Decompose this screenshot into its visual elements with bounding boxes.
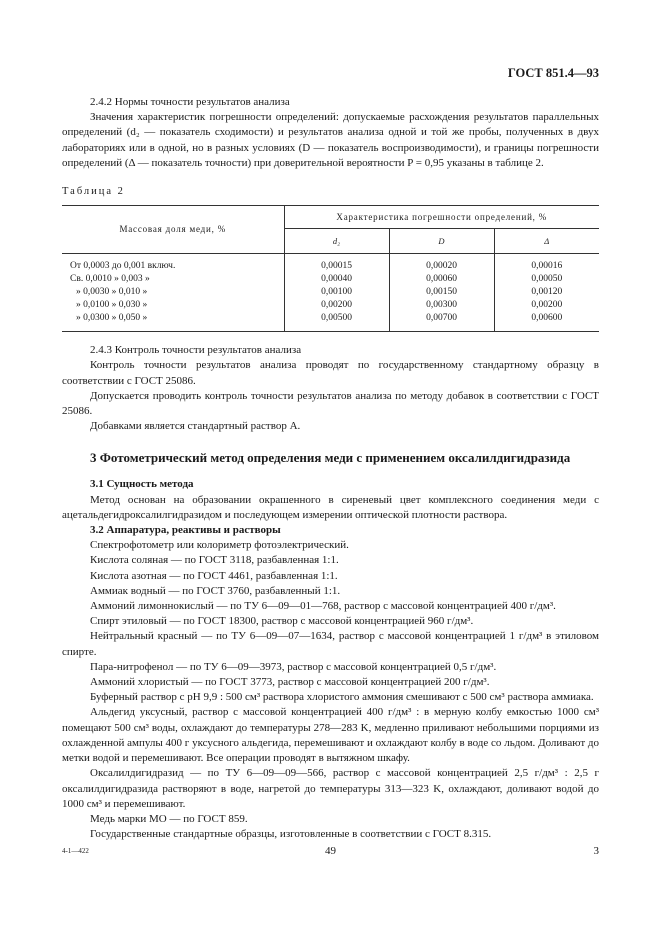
reagent-item: Государственные стандартные образцы, изготовленные в соответствии с ГОСТ 8.315. xyxy=(90,828,492,841)
standard-code: ГОСТ 851.4—93 xyxy=(507,66,599,80)
table-cell-range: » 0,0300 » 0,050 » xyxy=(76,313,148,324)
table-cell-d2: 0,00100 xyxy=(321,287,352,298)
table-cell-delta: 0,00016 xyxy=(531,261,563,272)
table-d2-column xyxy=(284,254,389,332)
table-header-delta: Δ xyxy=(494,229,599,254)
section-3-2-title: 3.2 Аппаратура, реактивы и растворы xyxy=(90,524,281,537)
reagent-item: Буферный раствор с pH 9,9 : 500 см³ раствора хлористого аммония смешивают с 500 см³ раствора аммиака. xyxy=(90,691,594,704)
print-code: 4-1—422 xyxy=(62,847,89,855)
reagent-item: Альдегид уксусный, раствор с массовой концентрацией 400 г/дм³ : в мерную колбу емкостью 1000 см³ помещают 500 см³ воды, охлаждают до температуры 278—283 K, медленно приливают небольшими порциями из охлажденной ампулы 400 г уксусного альдегида, перемешивают и охлаждают колбу в воде со льдом. Доливают до метки водой и перемешивают. Все операции проводят в вытяжном шкафу. xyxy=(62,706,599,765)
table-header-group: Характеристика погрешности определений, % xyxy=(284,206,599,229)
table-header-D: D xyxy=(389,229,494,254)
section-3-1-body: Метод основан на образовании окрашенного в сиреневый цвет комплексного соединения меди с ацетальдегидроксалилгидразидом и последующем измерении оптической плотности раствора. xyxy=(62,493,599,521)
table-cell-D: 0,00300 xyxy=(426,300,457,311)
section-2-4-3-p2: Допускается проводить контроль точности результатов анализа по методу добавок в соответствии с ГОСТ 25086. xyxy=(62,389,599,418)
table-delta-column xyxy=(494,254,599,332)
table-cell-d2: 0,00015 xyxy=(321,261,352,272)
accuracy-table xyxy=(62,205,599,332)
reagent-item: Кислота соляная — по ГОСТ 3118, разбавленная 1:1. xyxy=(90,554,339,567)
table-cell-d2: 0,00500 xyxy=(321,313,352,324)
reagent-item: Медь марки МО — по ГОСТ 859. xyxy=(90,812,248,825)
table-header-fraction: Массовая доля меди, % xyxy=(62,206,284,254)
section-2-4-2-body: Значения характеристик погрешности определений: допускаемые расхождения результатов параллельных определений (d₂ — показатель сходимости) и результатов анализа одной и той же пробы, полученных в двух лабораториях или в одной, но в разных условиях (D — показатель воспроизводимости), и границы погрешности определений (Δ — показатель точности) при доверительной вероятности P = 0,95 указаны в таблице 2. xyxy=(62,111,599,169)
table-cell-range: » 0,0030 » 0,010 » xyxy=(76,287,148,298)
section-2-4-3-p1: Контроль точности результатов анализа проводят по государственному стандартному образцу в соответствии с ГОСТ 25086. xyxy=(62,359,599,387)
reagent-item: Пара-нитрофенол — по ТУ 6—09—3973, раствор с массовой концентрацией 0,5 г/дм³. xyxy=(90,660,497,673)
table-cell-range: От 0,0003 до 0,001 включ. xyxy=(70,261,176,272)
table-cell-D: 0,00020 xyxy=(426,261,457,272)
reagent-item: Аммиак водный — по ГОСТ 3760, разбавленный 1:1. xyxy=(90,584,341,597)
table-cell-range: » 0,0100 » 0,030 » xyxy=(76,300,148,311)
page-number: 49 xyxy=(325,845,336,857)
section-3-1-title: 3.1 Сущность метода xyxy=(90,478,194,491)
section-3-title: 3 Фотометрический метод определения меди с применением оксалилдигидразида xyxy=(90,450,571,466)
table-cell-delta: 0,00600 xyxy=(531,313,563,324)
table-cell-delta: 0,00050 xyxy=(531,274,563,285)
table-cell-delta: 0,00120 xyxy=(531,287,563,298)
table-cell-delta: 0,00200 xyxy=(531,300,563,311)
table-cell-range: Св. 0,0010 » 0,003 » xyxy=(70,274,150,285)
sheet-number: 3 xyxy=(593,845,599,857)
reagent-item: Спектрофотометр или колориметр фотоэлектрический. xyxy=(90,539,349,552)
reagent-item: Нейтральный красный — по ТУ 6—09—07—1634, раствор с массовой концентрацией 1 г/дм³ в этиловом спирте. xyxy=(62,630,599,658)
reagent-item: Кислота азотная — по ГОСТ 4461, разбавленная 1:1. xyxy=(90,569,338,582)
page-content xyxy=(62,95,599,842)
table-cell-d2: 0,00200 xyxy=(321,300,352,311)
table-D-column xyxy=(389,254,494,332)
table-cell-D: 0,00150 xyxy=(426,287,457,298)
table-header-d2: d₂ xyxy=(284,229,389,254)
section-2-4-3-p3: Добавками является стандартный раствор А. xyxy=(90,420,301,433)
table-caption: Таблица 2 xyxy=(62,186,125,198)
table-cell-D: 0,00060 xyxy=(426,274,457,285)
section-2-4-3-title: 2.4.3 Контроль точности результатов анализа xyxy=(90,344,302,357)
reagent-item: Спирт этиловый — по ГОСТ 18300, раствор с массовой концентрацией 960 г/дм³. xyxy=(90,615,474,628)
table-range-column xyxy=(62,254,284,332)
reagent-item: Оксалилдигидразид — по ТУ 6—09—09—566, раствор с массовой концентрацией 2,5 г/дм³ : 2,5 г оксалилдигидразида растворяют в воде, нагретой до температуры 313—323 K, охлаждают, доливают водой до 1000 см³ и перемешивают. xyxy=(62,767,599,810)
reagent-item: Аммоний лимоннокислый — по ТУ 6—09—01—768, раствор с массовой концентрацией 400 г/дм³. xyxy=(90,600,556,613)
table-cell-D: 0,00700 xyxy=(426,313,457,324)
section-2-4-2-title: 2.4.2 Нормы точности результатов анализа xyxy=(90,96,290,108)
table-cell-d2: 0,00040 xyxy=(321,274,352,285)
reagent-item: Аммоний хлористый — по ГОСТ 3773, раствор с массовой концентрацией 200 г/дм³. xyxy=(90,676,490,689)
